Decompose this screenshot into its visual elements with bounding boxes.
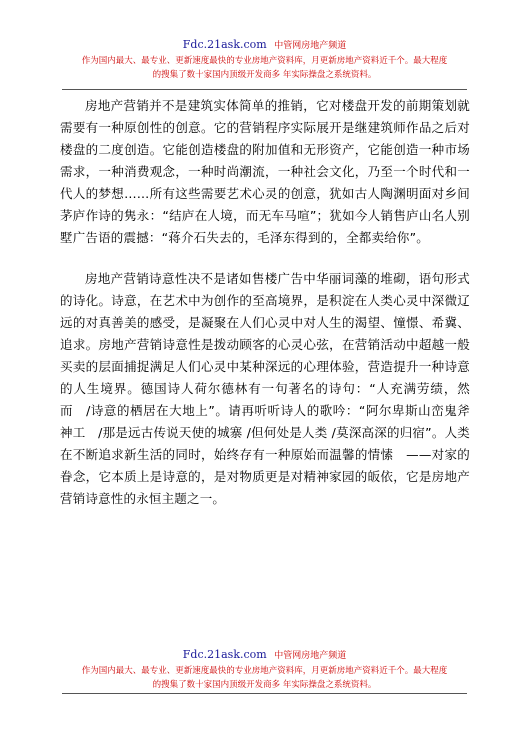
footer-slogan-line-2: 的搜集了数十家国内顶级开发商多 年实际操盘之系统资料。: [152, 680, 377, 690]
footer-site-line: [0, 648, 529, 663]
page-footer: [0, 648, 529, 691]
header-site-line: [0, 38, 529, 53]
footer-divider: [62, 693, 467, 694]
header-divider: [62, 89, 467, 90]
header-slogan-line-2: 的搜集了数十家国内顶级开发商多 年实际操盘之系统资料。: [152, 70, 377, 80]
header-site-url[interactable]: Fdc.21ask.com: [182, 38, 267, 51]
footer-site-url[interactable]: Fdc.21ask.com: [182, 648, 267, 661]
paragraph-2: 房地产营销诗意性决不是诸如售楼广告中华丽词藻的堆砌，语句形式的诗化。诗意，在艺术中为创作的至高境界，是积淀在人类心灵中深微辽远的对真善美的感受，是凝聚在人们心灵中对人生的渴望、憧憬、希冀、追求。房地产营销诗意性是拨动顾客的心灵心弦，在营销活动中超越一般买卖的层面捕捉满足人们心灵中某种深远的心理体验，营造提升一种诗意的人生境界。德国诗人荷尔德林有一句著名的诗句：“人充满劳绩，然而 /诗意的栖居在大地上”。请再听听诗人的歌吟：“阿尔卑斯山峦鬼斧神工 /那是远古传说天使的城寨 /但何处是人类 /莫深高深的归宿”。人类在不断追求新生活的同时，始终存有一种原始而温馨的情愫 ——对家的眷念，它本质上是诗意的，是对物质更是对精神家园的皈依，它是房地产营销诗意性的永恒主题之一。: [60, 271, 470, 506]
article-body: [60, 95, 470, 510]
header-slogan-line-1: 作为国内最大、最专业、更新速度最快的专业房地产资料库，月更新房地产资料近千个。最大程度: [81, 56, 448, 66]
header-site-tag: 中管网房地产频道: [274, 41, 347, 51]
footer-slogan-line-1: 作为国内最大、最专业、更新速度最快的专业房地产资料库，月更新房地产资料近千个。最大程度: [81, 666, 448, 676]
paragraph-1: 房地产营销并不是建筑实体简单的推销，它对楼盘开发的前期策划就需要有一种原创性的创意。它的营销程序实际展开是继建筑师作品之后对楼盘的二度创造。它能创造楼盘的附加值和无形资产，它能创造一种市场需求，一种消费观念，一种时尚潮流，一种社会文化，乃至一个时代和一代人的梦想……所有这些需要艺术心灵的创意，犹如古人陶渊明面对乡间茅庐作诗的隽永：“结庐在人境，而无车马喧”；犹如今人销售庐山名人别墅广告语的震撼：“蒋介石失去的，毛泽东得到的，全都卖给你”。: [60, 98, 470, 245]
page-header: [0, 38, 529, 81]
footer-site-tag: 中管网房地产频道: [274, 651, 347, 661]
